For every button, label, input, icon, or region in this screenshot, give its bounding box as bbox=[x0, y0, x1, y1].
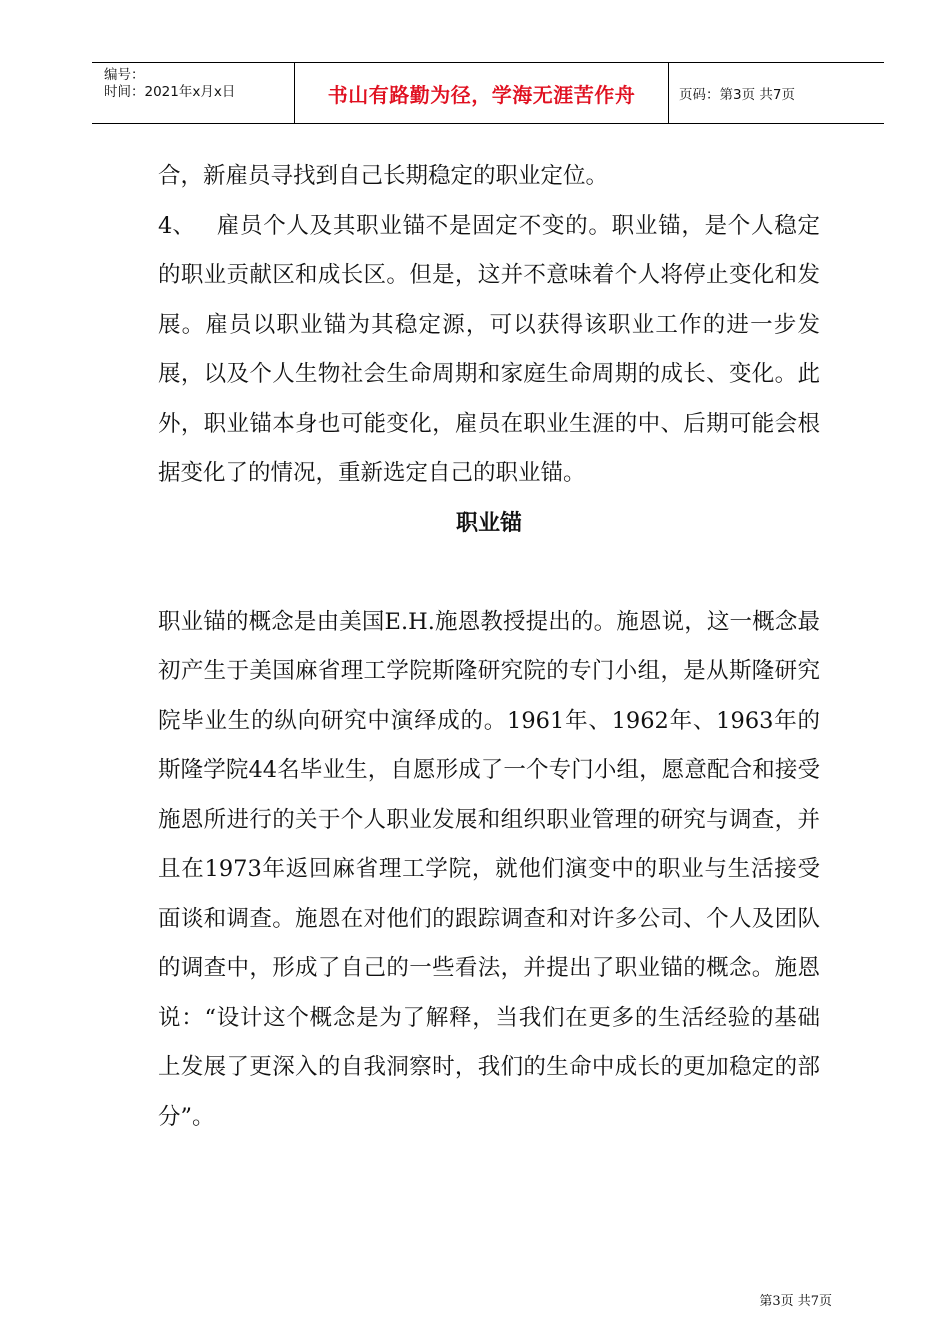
list-item-4 bbox=[158, 202, 820, 499]
paragraph-1: 合，新雇员寻找到自己长期稳定的职业定位。 bbox=[158, 163, 609, 189]
time-label: 时间：2021年x月x日 bbox=[104, 84, 236, 100]
header-meta bbox=[92, 63, 295, 123]
header-page-label: 页码：第3页 共7页 bbox=[679, 87, 795, 103]
list-item-number: 4、 bbox=[158, 212, 195, 239]
paragraph-2: 职业锚的概念是由美国E.H.施恩教授提出的。施恩说，这一概念最初产生于美国麻省理工学院斯隆研究院的专门小组，是从斯隆研究院毕业生的纵向研究中演绎成的。1961年、1962年、1963年的斯隆学院44名毕业生，自愿形成了一个专门小组，愿意配合和接受施恩所进行的关于个人职业发展和组织职业管理的研究与调查，并且在1973年返回麻省理工学院，就他们演变中的职业与生活接受面谈和调查。施恩在对他们的跟踪调查和对许多公司、个人及团队的调查中，形成了自己的一些看法，并提出了职业锚的概念。施恩说：“设计这个概念是为了解释，当我们在更多的生活经验的基础上发展了更深入的自我洞察时，我们的生命中成长的更加稳定的部分”。 bbox=[158, 608, 820, 1130]
header-motto: 书山有路勤为径，学海无涯苦作舟 bbox=[295, 63, 669, 123]
number-label: 编号： bbox=[104, 67, 145, 83]
blank-line bbox=[158, 548, 820, 598]
document-body bbox=[158, 152, 820, 1142]
page-header bbox=[92, 62, 884, 124]
list-item-text: 雇员个人及其职业锚不是固定不变的。职业锚，是个人稳定的职业贡献区和成长区。但是，这并不意味着个人将停止变化和发展。雇员以职业锚为其稳定源，可以获得该职业工作的进一步发展，以及个人生物社会生命周期和家庭生命周期的成长、变化。此外，职业锚本身也可能变化，雇员在职业生涯的中、后期可能会根据变化了的情况，重新选定自己的职业锚。 bbox=[158, 212, 820, 486]
section-heading: 职业锚 bbox=[455, 510, 522, 536]
page-footer: 第3页 共7页 bbox=[759, 1294, 832, 1309]
